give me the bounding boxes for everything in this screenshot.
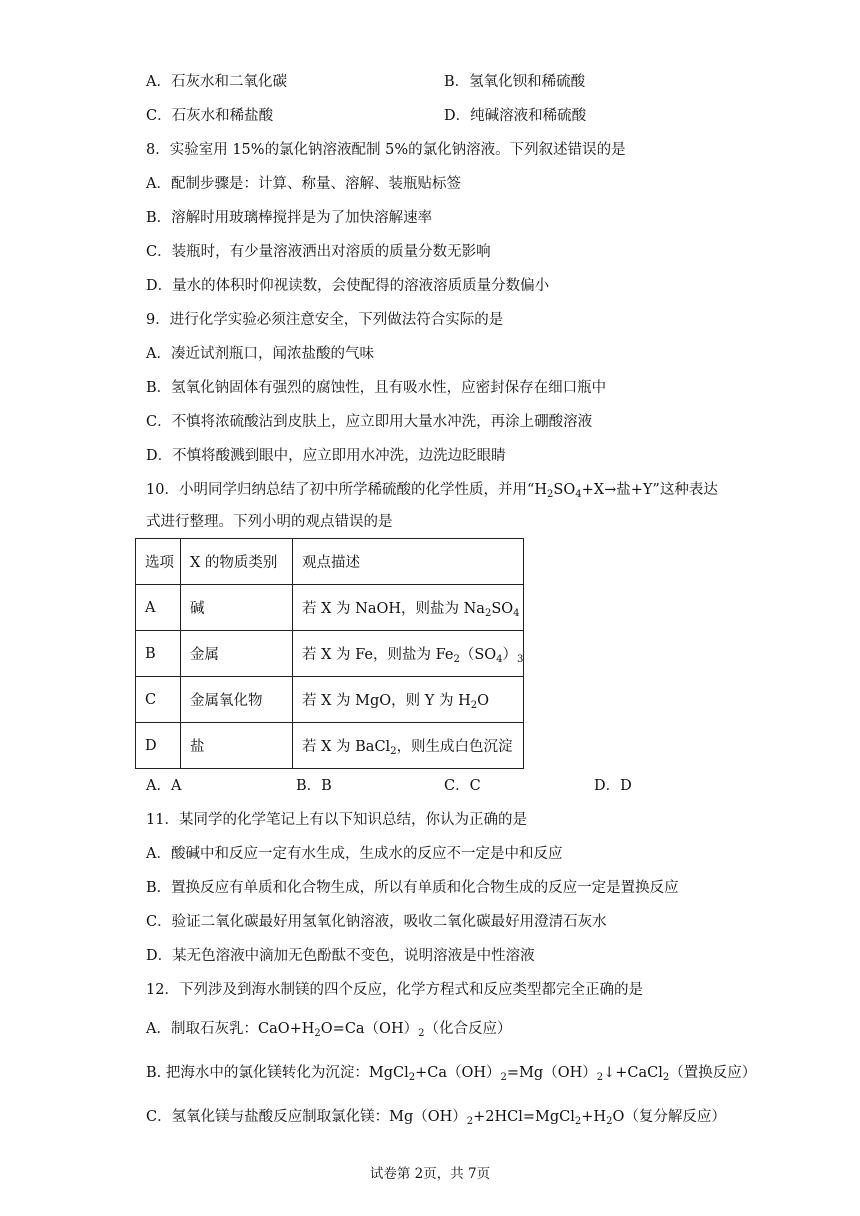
q7-option-a: A．石灰水和二氧化碳 — [146, 74, 287, 90]
table-row — [136, 723, 524, 769]
row-option: A — [136, 585, 181, 631]
q10-stem — [146, 480, 718, 505]
q10-answer-b: B．B — [296, 778, 332, 794]
q8-stem: 8．实验室用 15%的氯化钠溶液配制 5%的氯化钠溶液。下列叙述错误的是 — [146, 142, 626, 158]
row-description: 若 X 为 Fe，则盐为 $Fe_2(SO_4)_3$ — [293, 631, 524, 677]
table-row — [136, 585, 524, 631]
q9-stem: 9．进行化学实验必须注意安全，下列做法符合实际的是 — [146, 312, 504, 328]
row-option: D — [136, 723, 181, 769]
header-description: 观点描述 — [293, 539, 524, 585]
row-category: 碱 — [181, 585, 293, 631]
q7-option-b: B．氢氧化钡和稀硫酸 — [444, 74, 586, 90]
q9-option-d: D．不慎将酸溅到眼中，应立即用水冲洗，边洗边眨眼睛 — [146, 448, 506, 464]
q10-stem-line2: 式进行整理。下列小明的观点错误的是 — [146, 514, 393, 530]
q7-option-c: C．石灰水和稀盐酸 — [146, 108, 274, 124]
row-option: B — [136, 631, 181, 677]
q7-option-d: D．纯碱溶液和稀硫酸 — [444, 108, 587, 124]
q12-option-c: C．氢氧化镁与盐酸反应制取氯化镁：$Mg(OH)_2+2HCl=MgCl_2+H_2O$（复分解反应） — [146, 1109, 726, 1127]
q10-answer-d: D．D — [594, 778, 632, 794]
q12-stem: 12．下列涉及到海水制镁的四个反应，化学方程式和反应类型都完全正确的是 — [146, 982, 643, 998]
q11-option-b: B．置换反应有单质和化合物生成，所以有单质和化合物生成的反应一定是置换反应 — [146, 880, 679, 896]
q10-answers — [0, 776, 860, 796]
q10-stem-pre: 10．小明同学归纳总结了初中所学稀硫酸的化学性质，并用“H — [146, 482, 548, 498]
q11-option-d: D．某无色溶液中滴加无色酚酞不变色，说明溶液是中性溶液 — [146, 948, 535, 964]
row-description: 若 X 为 BaCl$_2$，则生成白色沉淀 — [293, 723, 524, 769]
q10-stem-sub1: 2 — [547, 489, 554, 500]
q10-table — [135, 538, 524, 769]
row-description: 若 X 为 MgO，则 Y 为 $H_2O$ — [293, 677, 524, 723]
q8-option-d: D．量水的体积时仰视读数，会使配得的溶液溶质质量分数偏小 — [146, 278, 550, 294]
q10-stem-mid: SO — [553, 482, 576, 498]
row-option: C — [136, 677, 181, 723]
q10-stem-post: +X→盐+Y”这种表达 — [581, 482, 718, 498]
header-category: X 的物质类别 — [181, 539, 293, 585]
q10-stem-sub2: 4 — [575, 489, 582, 500]
q9-option-c: C．不慎将浓硫酸沾到皮肤上，应立即用大量水冲洗，再涂上硼酸溶液 — [146, 414, 593, 430]
page-footer: 试卷第 2页，共 7页 — [369, 1166, 491, 1182]
header-option: 选项 — [136, 539, 181, 585]
row-category: 金属 — [181, 631, 293, 677]
q10-answer-a: A．A — [146, 778, 182, 794]
q8-option-c: C．装瓶时，有少量溶液洒出对溶质的质量分数无影响 — [146, 244, 491, 260]
q12-option-b: B. 把海水中的氯化镁转化为沉淀：$MgCl_2+Ca(OH)_2=Mg(OH)_2↓+CaCl_2$（置换反应） — [146, 1065, 757, 1083]
q9-option-a: A．凑近试剂瓶口，闻浓盐酸的气味 — [146, 346, 374, 362]
q12-option-a: A．制取石灰乳：$CaO+H_2O=Ca(OH)_2$（化合反应） — [146, 1021, 512, 1039]
q9-option-b: B．氢氧化钠固体有强烈的腐蚀性，且有吸水性，应密封保存在细口瓶中 — [146, 380, 607, 396]
q8-option-a: A．配制步骤是：计算、称量、溶解、装瓶贴标签 — [146, 176, 461, 192]
q8-option-b: B．溶解时用玻璃棒搅拌是为了加快溶解速率 — [146, 210, 433, 226]
q11-stem: 11．某同学的化学笔记上有以下知识总结，你认为正确的是 — [146, 812, 527, 828]
row-description: 若 X 为 NaOH，则盐为 $Na_2SO_4$ — [293, 585, 524, 631]
q10-table-header — [136, 539, 524, 585]
row-category: 金属氧化物 — [181, 677, 293, 723]
q11-option-a: A．酸碱中和反应一定有水生成，生成水的反应不一定是中和反应 — [146, 846, 563, 862]
table-row — [136, 677, 524, 723]
table-row — [136, 631, 524, 677]
q11-option-c: C．验证二氧化碳最好用氢氧化钠溶液，吸收二氧化碳最好用澄清石灰水 — [146, 914, 607, 930]
q10-answer-c: C．C — [444, 778, 481, 794]
row-category: 盐 — [181, 723, 293, 769]
